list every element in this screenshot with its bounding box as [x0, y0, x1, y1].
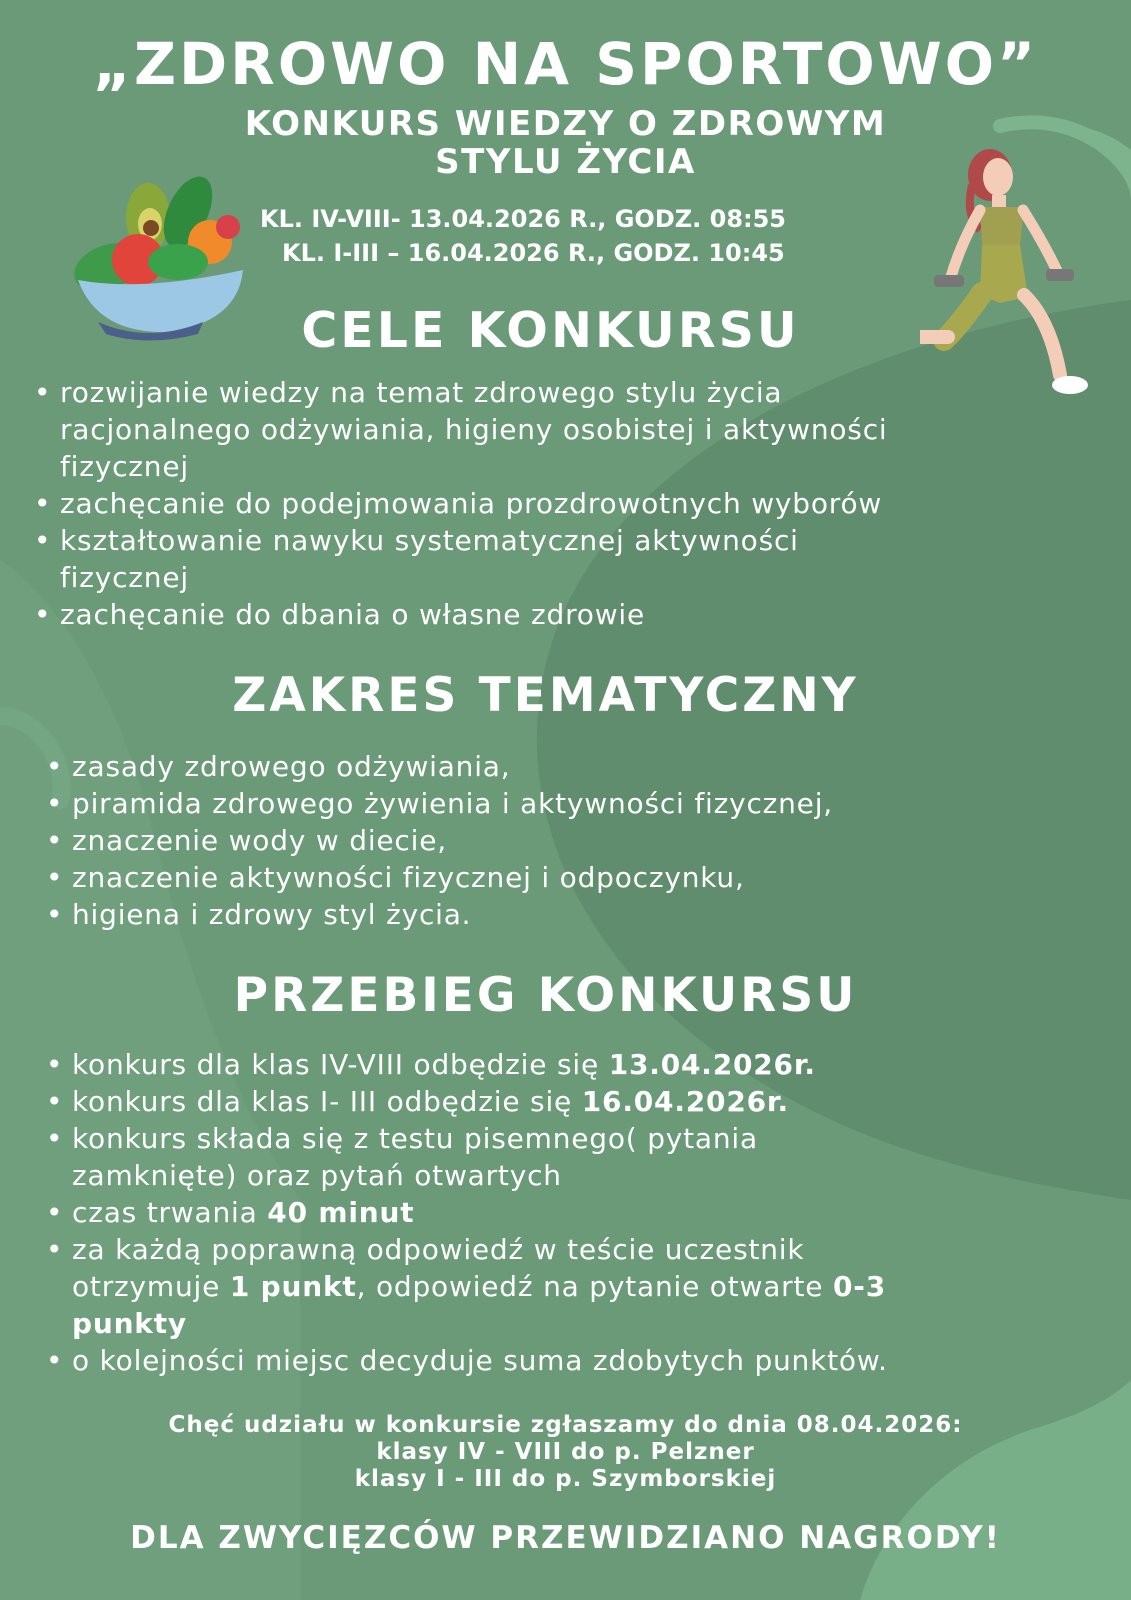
- list-item-line: zamknięte) oraz pytań otwartych: [72, 1159, 562, 1192]
- item-text: czas trwania: [72, 1196, 268, 1229]
- item-date: 16.04.2026r.: [581, 1085, 789, 1118]
- item-text: otrzymuje: [72, 1270, 230, 1303]
- item-text: konkurs dla klas I- III odbędzie się: [72, 1085, 582, 1118]
- signup-info: [0, 1412, 1131, 1493]
- list-item-line: • rozwijanie wiedzy na temat zdrowego stylu życia: [60, 376, 783, 409]
- item-points: punkty: [72, 1307, 187, 1340]
- list-item-line: • za każdą poprawną odpowiedź w teście uczestnik: [72, 1233, 805, 1266]
- schedule-line: KL. I-III – 16.04.2026 R., GODZ. 10:45: [282, 239, 785, 267]
- list-item: [32, 596, 1122, 633]
- list-item-line: • zachęcanie do podejmowania prozdrowotnych wyborów: [60, 487, 883, 520]
- topics-title: ZAKRES TEMATYCZNY: [232, 668, 859, 723]
- list-item-line: [72, 1305, 1104, 1342]
- list-item-line: fizycznej: [60, 561, 189, 594]
- list-item: [44, 1120, 1104, 1194]
- goals-list: [32, 374, 1122, 633]
- process-list: [44, 1046, 1104, 1379]
- subtitle-line: KONKURS WIEDZY O ZDROWYM: [244, 104, 887, 144]
- list-item: [32, 374, 1122, 485]
- list-item-line: [72, 1268, 1104, 1305]
- signup-line: klasy IV - VIII do p. Pelzner: [376, 1439, 755, 1465]
- list-item-line: • konkurs składa się z testu pisemnego( pytania: [72, 1122, 758, 1155]
- list-item: • znaczenie wody w diecie,: [44, 822, 1094, 859]
- list-item: [44, 1083, 1104, 1120]
- topics-list: [44, 748, 1094, 933]
- list-item: • piramida zdrowego żywienia i aktywności fizycznej,: [44, 785, 1094, 822]
- list-item: • znaczenie aktywności fizycznej i odpoczynku,: [44, 859, 1094, 896]
- list-item: [44, 1231, 1104, 1342]
- item-points: 0-3: [833, 1270, 886, 1303]
- list-item: [32, 485, 1122, 522]
- list-item: • zasady zdrowego odżywiania,: [44, 748, 1094, 785]
- list-item: [44, 1046, 1104, 1083]
- process-title: PRZEBIEG KONKURSU: [233, 968, 858, 1023]
- schedule-line: KL. IV-VIII- 13.04.2026 R., GODZ. 08:55: [260, 205, 787, 233]
- list-item-line: • kształtowanie nawyku systematycznej aktywności: [60, 524, 799, 557]
- list-item: • higiena i zdrowy styl życia.: [44, 896, 1094, 933]
- item-duration: 40 minut: [267, 1196, 415, 1229]
- main-title: „ZDROWO NA SPORTOWO”: [92, 30, 1039, 98]
- list-item-line: racjonalnego odżywiania, higieny osobistej i aktywności: [60, 413, 888, 446]
- goals-title: CELE KONKURSU: [301, 302, 800, 359]
- schedule: [260, 202, 880, 270]
- list-item-line: • zachęcanie do dbania o własne zdrowie: [60, 598, 646, 631]
- prize-announcement: DLA ZWYCIĘZCÓW PRZEWIDZIANO NAGRODY!: [130, 1520, 1001, 1556]
- signup-line: klasy I - III do p. Szymborskiej: [354, 1466, 777, 1492]
- list-item: • o kolejności miejsc decyduje suma zdobytych punktów.: [44, 1342, 1104, 1379]
- signup-line: Chęć udziału w konkursie zgłaszamy do dnia 08.04.2026:: [168, 1412, 963, 1438]
- subtitle: [0, 105, 1131, 181]
- item-date: 13.04.2026r.: [608, 1048, 816, 1081]
- item-text: , odpowiedź na pytanie otwarte: [356, 1270, 833, 1303]
- item-text: konkurs dla klas IV-VIII odbędzie się: [72, 1048, 609, 1081]
- list-item: [32, 522, 1122, 596]
- list-item-line: fizycznej: [60, 450, 189, 483]
- list-item: [44, 1194, 1104, 1231]
- item-points: 1 punkt: [229, 1270, 357, 1303]
- subtitle-line: STYLU ŻYCIA: [435, 142, 696, 182]
